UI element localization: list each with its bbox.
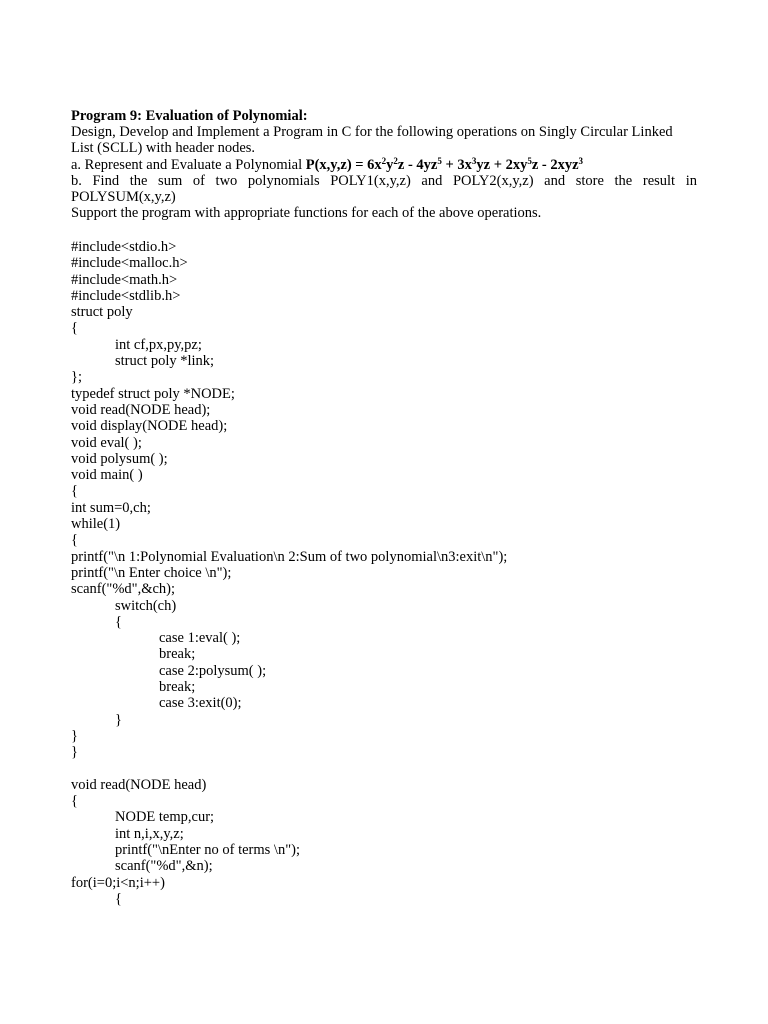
support-line: Support the program with appropriate functions for each of the above operations. (71, 205, 542, 222)
code-line: for(i=0;i<n;i++) (71, 874, 165, 891)
code-line: case 1:eval( ); (159, 630, 241, 647)
code-line: int sum=0,ch; (71, 499, 151, 516)
code-line: break; (159, 646, 196, 663)
code-line: #include<stdlib.h> (71, 287, 181, 304)
code-line: struct poly *link; (115, 353, 215, 370)
code-line: while(1) (71, 516, 121, 533)
code-line: struct poly (71, 304, 133, 321)
code-line: { (71, 532, 78, 549)
code-line: NODE temp,cur; (115, 809, 215, 826)
code-line: printf("\n 1:Polynomial Evaluation\n 2:Sum of two polynomial\n3:exit\n"); (71, 548, 508, 565)
code-listing (71, 239, 711, 907)
code-line: { (115, 890, 122, 907)
description-line-1: Design, Develop and Implement a Program in C for the following operations on Singly Circular Linked (71, 124, 673, 141)
code-line: { (71, 793, 78, 810)
code-line: { (71, 483, 78, 500)
code-line: void polysum( ); (71, 450, 168, 467)
code-line: switch(ch) (115, 597, 177, 614)
code-line: { (71, 320, 78, 337)
item-b-line-2: POLYSUM(x,y,z) (71, 188, 176, 205)
item-b-line-1: b. Find the sum of two polynomials POLY1(x,y,z) and POLY2(x,y,z) and store the result in (71, 172, 697, 189)
code-line: break; (159, 679, 196, 696)
description-line-2: List (SCLL) with header nodes. (71, 140, 256, 157)
code-line: case 2:polysum( ); (159, 662, 267, 679)
code-line: void read(NODE head); (71, 401, 211, 418)
code-line: typedef struct poly *NODE; (71, 385, 235, 402)
code-line: scanf("%d",&ch); (71, 581, 176, 598)
item-a-line (71, 157, 697, 173)
code-line: { (115, 613, 122, 630)
code-line: int n,i,x,y,z; (115, 825, 184, 842)
code-line: } (71, 727, 78, 744)
code-line: void display(NODE head); (71, 418, 228, 435)
code-line: printf("\n Enter choice \n"); (71, 564, 232, 581)
program-heading: Program 9: Evaluation of Polynomial: (71, 108, 308, 124)
code-line: #include<malloc.h> (71, 255, 188, 272)
code-line: } (115, 711, 122, 728)
code-line: #include<math.h> (71, 271, 178, 288)
code-line: void eval( ); (71, 434, 142, 451)
code-line: int cf,px,py,pz; (115, 336, 202, 353)
code-line: void read(NODE head) (71, 776, 207, 793)
code-line: #include<stdio.h> (71, 239, 177, 255)
code-line: void main( ) (71, 467, 143, 484)
polynomial-formula: $P(x,y,z) = 6x^2y^2z - 4yz^5 + 3x^3yz + 2xy^5z - 2xyz^3$ (305, 155, 584, 173)
code-line: case 3:exit(0); (159, 695, 242, 712)
item-a-prefix: a. Represent and Evaluate a Polynomial (71, 156, 306, 173)
code-line: }; (71, 369, 82, 386)
code-line: scanf("%d",&n); (115, 858, 213, 875)
code-line: printf("\nEnter no of terms \n"); (115, 841, 300, 858)
problem-statement (71, 108, 697, 221)
code-line (71, 761, 711, 777)
code-line: } (71, 744, 78, 761)
